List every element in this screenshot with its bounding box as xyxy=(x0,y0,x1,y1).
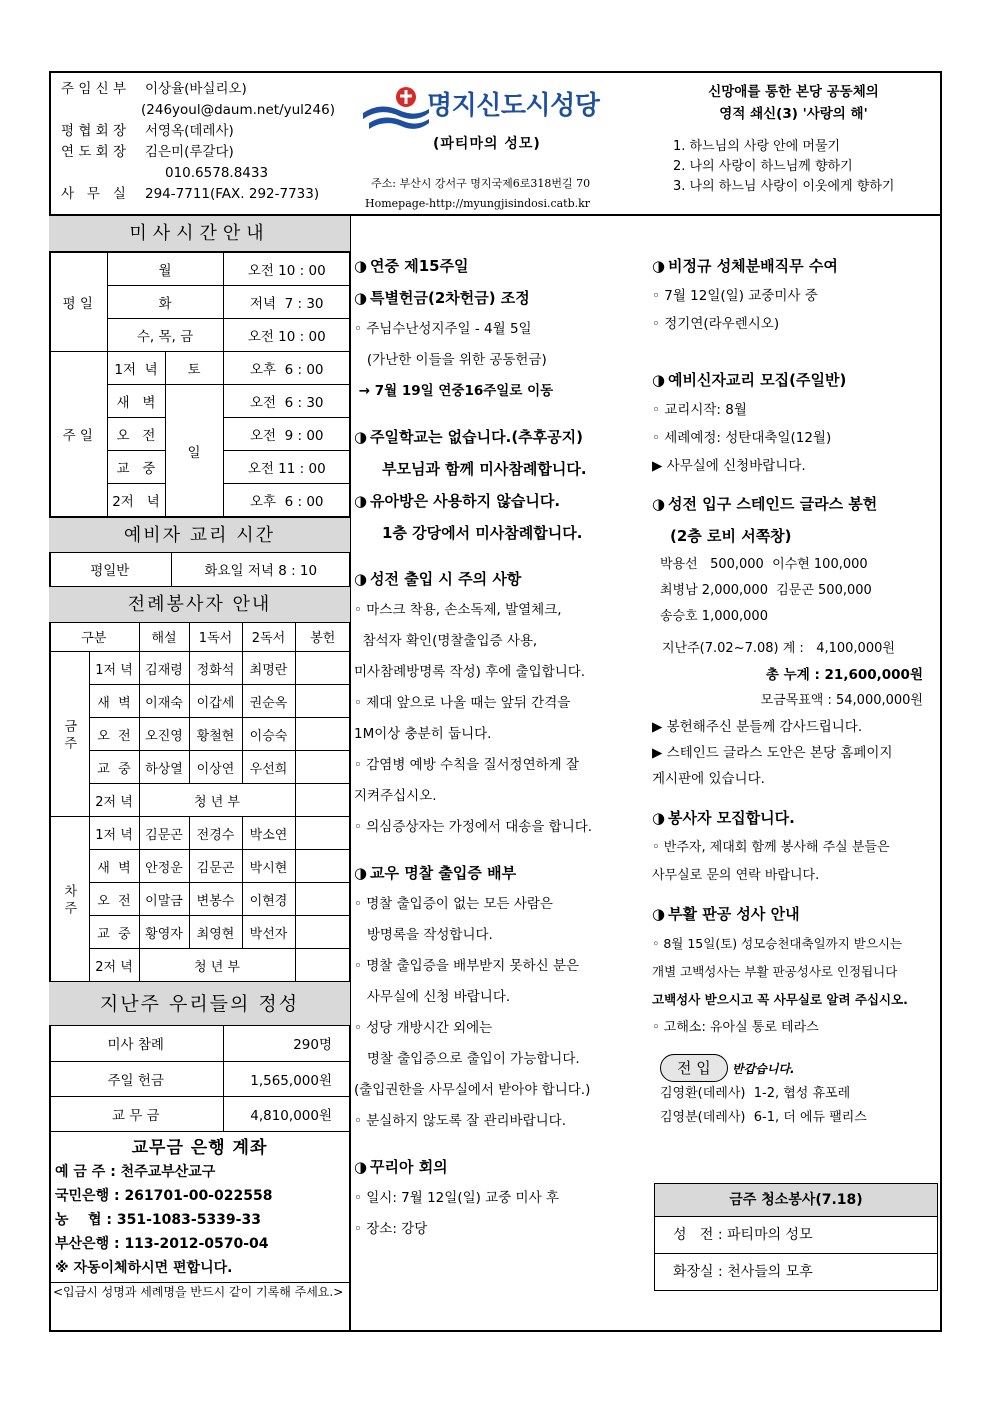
bank-accounts xyxy=(49,1132,350,1304)
theme-line-1: 신망애를 통한 본당 공동체의 xyxy=(708,84,879,100)
section-title: ◑ 꾸리아 회의 xyxy=(354,1151,644,1183)
commentator: 황영자 xyxy=(139,916,189,949)
mass-name: 오 전 xyxy=(89,883,139,916)
commentator: 김문곤 xyxy=(139,817,189,850)
second-reader: 권순옥 xyxy=(242,685,295,718)
text-line: 명찰 출입증으로 출입이 가능합니다. xyxy=(354,1051,580,1067)
mass-name: 2저 녁 xyxy=(107,484,165,517)
table-row xyxy=(49,652,350,685)
text-line: ◦ 마스크 착용, 손소독제, 발열체크, xyxy=(354,602,562,618)
half-circle-icon: ◑ xyxy=(652,809,666,827)
half-circle-icon: ◑ xyxy=(652,495,666,513)
mass-name: 2저 녁 xyxy=(89,784,139,817)
mass-name: 새 벽 xyxy=(89,685,139,718)
offering-table xyxy=(49,1026,350,1132)
autopay-note: ※ 자동이체하시면 편합니다. xyxy=(55,1259,233,1276)
goal-amount: 모금목표액 : 54,000,000원 xyxy=(760,693,923,708)
theme-item: 1. 하느님의 사랑 안에 머물기 xyxy=(673,139,841,154)
mass-day: 수, 목, 금 xyxy=(107,319,223,352)
table-row xyxy=(49,1026,350,1061)
offertory xyxy=(295,718,350,751)
mass-time: 오후 6 : 00 xyxy=(223,484,350,517)
section-title: ◑ 주일학교는 없습니다.(추후공지) xyxy=(354,421,644,453)
text-line: ▶ 사무실에 신청바랍니다. xyxy=(652,458,806,474)
text-line: ◦ 7월 12일(일) 교중미사 중 xyxy=(652,288,818,304)
mass-name: 교 중 xyxy=(107,451,165,484)
office-label: 사 무 실 xyxy=(61,186,126,202)
youth-label: 연 도 회 장 xyxy=(61,144,127,160)
church-address-block xyxy=(365,174,590,214)
mass-times-title: 미사시간안내 xyxy=(49,216,350,252)
offertory xyxy=(295,685,350,718)
theme-item: 2. 나의 사랑이 하느님께 향하기 xyxy=(673,159,853,174)
mass-time: 오전 10 : 00 xyxy=(223,319,350,352)
cleaning-row: 성 전 : 파티마의 성모 xyxy=(655,1217,937,1254)
half-circle-icon: ◑ xyxy=(354,428,368,446)
second-reader: 박선자 xyxy=(242,916,295,949)
bank-title: 교무금 은행 계좌 xyxy=(131,1137,268,1158)
offering-value: 4,810,000원 xyxy=(223,1096,350,1131)
left-column xyxy=(49,216,351,1304)
section-title: ◑ 특별헌금(2차헌금) 조정 xyxy=(354,282,644,314)
office-phone: 294-7711(FAX. 292-7733) xyxy=(145,186,320,202)
text-line: 사무실로 문의 연락 바랍니다. xyxy=(652,868,820,883)
text-line: ◦ 명찰 출입증이 없는 모든 사람은 xyxy=(354,896,553,912)
half-circle-icon: ◑ xyxy=(652,905,666,923)
text-line: 방명록을 작성합니다. xyxy=(354,927,493,943)
commentator: 안정운 xyxy=(139,850,189,883)
column-header: 1독서 xyxy=(189,623,242,652)
table-row xyxy=(49,784,350,817)
text-line: ◦ 세례예정: 성탄대축일(12월) xyxy=(652,430,832,446)
text-line: ◦ 성당 개방시간 외에는 xyxy=(354,1020,493,1036)
mass-name: 오 전 xyxy=(89,718,139,751)
newcomer: 김영분(데레사) 6-1, 더 에듀 팰리스 xyxy=(660,1110,867,1125)
table-row xyxy=(49,850,350,883)
cleaning-row: 화장실 : 천사들의 모후 xyxy=(673,1264,813,1280)
mass-name: 1저 녁 xyxy=(89,652,139,685)
text-line: ◦ 고해소: 유아실 통로 테라스 xyxy=(652,1020,819,1035)
church-name: 명지신도시성당 xyxy=(427,91,600,121)
deposit-note: <입금시 성명과 세례명을 반드시 같이 기록해 주세요.> xyxy=(49,1282,350,1300)
mass-day: 토 xyxy=(165,352,223,385)
first-reader: 정화석 xyxy=(189,652,242,685)
section-title: ◑ 비정규 성체분배직무 수여 xyxy=(652,250,937,282)
section-title: ◑ 교우 명찰 출입증 배부 xyxy=(354,857,644,889)
text-line: ◦ 장소: 강당 xyxy=(354,1221,428,1237)
table-row xyxy=(49,352,350,385)
half-circle-icon: ◑ xyxy=(354,570,368,588)
offering-value: 290명 xyxy=(223,1026,350,1061)
column-header: 봉헌 xyxy=(295,623,350,652)
mass-name: 오 전 xyxy=(107,418,165,451)
commentator: 오진영 xyxy=(139,718,189,751)
council-name: 서영옥(데레사) xyxy=(145,123,234,139)
mass-name: 교 중 xyxy=(89,751,139,784)
cleaning-box xyxy=(654,1183,938,1291)
text-line: ◦ 일시: 7월 12일(일) 교중 미사 후 xyxy=(354,1190,559,1206)
catechumen-title: 예비자 교리 시간 xyxy=(49,517,350,553)
mass-day: 월 xyxy=(107,253,223,286)
text-line: → 7월 19일 연중16주일로 이동 xyxy=(354,383,554,399)
text-line: ◦ 8월 15일(토) 성모승천대축일까지 받으시는 xyxy=(652,936,903,951)
ministry-table xyxy=(49,623,350,983)
table-row xyxy=(49,1096,350,1131)
text-line: (출입권한을 사무실에서 받아야 합니다.) xyxy=(354,1082,591,1098)
catechumen-time: 화요일 저녁 8 : 10 xyxy=(171,553,350,586)
donor-line: 최병남 2,000,000 김문곤 500,000 xyxy=(660,583,872,598)
commentator: 하상열 xyxy=(139,751,189,784)
text-line: 미사참례방명록 작성) 후에 출입합니다. xyxy=(354,664,586,680)
column-header: 구분 xyxy=(49,623,139,652)
mass-name: 교 중 xyxy=(89,916,139,949)
commentator: 김재령 xyxy=(139,652,189,685)
last-week-total: 지난주(7.02~7.08) 계 : 4,100,000원 xyxy=(662,641,895,656)
mass-time: 저녁 7 : 30 xyxy=(223,286,350,319)
table-row xyxy=(49,553,350,586)
staff-info xyxy=(61,79,351,205)
mass-time: 오전 10 : 00 xyxy=(223,253,350,286)
half-circle-icon: ◑ xyxy=(354,257,368,275)
offertory xyxy=(295,652,350,685)
first-reader: 황철현 xyxy=(189,718,242,751)
welcome-text: 반갑습니다. xyxy=(732,1062,795,1076)
first-reader: 전경수 xyxy=(189,817,242,850)
text-line: ▶ 스테인드 글라스 도안은 본당 홈페이지 xyxy=(652,745,893,761)
offering-title: 지난주 우리들의 정성 xyxy=(49,982,350,1026)
church-subtitle: (파티마의 성모) xyxy=(433,136,541,152)
commentator: 이말금 xyxy=(139,883,189,916)
ministry-title: 전례봉사자 안내 xyxy=(49,587,350,623)
church-emblem-icon xyxy=(361,83,431,133)
account-holder: 예 금 주 : 천주교부산교구 xyxy=(55,1163,216,1180)
sunday-label: 주 일 xyxy=(49,352,107,517)
offertory xyxy=(295,883,350,916)
donor-line: 박용선 500,000 이수현 100,000 xyxy=(660,557,868,572)
text-line: ◦ 주님수난성지주일 - 4월 5일 xyxy=(354,321,532,337)
first-reader: 최영현 xyxy=(189,916,242,949)
mass-name: 1저 녁 xyxy=(107,352,165,385)
theme-line-2: 영적 쇄신(3) '사랑의 해' xyxy=(719,106,868,122)
table-row xyxy=(49,1061,350,1096)
pastor-email: (246youl@daum.net/yul246) xyxy=(141,102,335,118)
text-line: 지켜주십시오. xyxy=(354,788,437,804)
half-circle-icon: ◑ xyxy=(652,371,666,389)
mass-name: 2저 녁 xyxy=(89,949,139,982)
text-line: 1M이상 충분히 둡니다. xyxy=(354,726,492,742)
mass-time: 오전 9 : 00 xyxy=(223,418,350,451)
section-title: ◑ 부활 판공 성사 안내 xyxy=(652,898,937,930)
section-subtitle: (2층 로비 서쪽창) xyxy=(670,527,792,545)
half-circle-icon: ◑ xyxy=(354,1158,368,1176)
table-row xyxy=(49,623,350,652)
first-reader: 김문곤 xyxy=(189,850,242,883)
church-address: 주소: 부산시 강서구 명지국제6로318번길 70 xyxy=(371,177,591,190)
text-line: 개별 고백성사는 부활 판공성사로 인정됩니다 xyxy=(652,964,898,979)
offertory xyxy=(295,751,350,784)
offering-label: 교 무 금 xyxy=(49,1096,223,1131)
second-reader: 최명란 xyxy=(242,652,295,685)
table-row xyxy=(49,685,350,718)
second-reader: 박시현 xyxy=(242,850,295,883)
table-row xyxy=(49,718,350,751)
newcomer: 김영환(데레사) 1-2, 협성 휴포레 xyxy=(660,1086,851,1101)
cleaning-title: 금주 청소봉사(7.18) xyxy=(655,1184,937,1217)
pastor-name: 이상율(바실리오) xyxy=(145,81,247,97)
half-circle-icon: ◑ xyxy=(354,289,368,307)
column-header: 2독서 xyxy=(242,623,295,652)
second-reader: 이승숙 xyxy=(242,718,295,751)
right-column xyxy=(652,250,937,1130)
table-row xyxy=(49,916,350,949)
commentator: 이재숙 xyxy=(139,685,189,718)
section-subtitle: 1층 강당에서 미사참례합니다. xyxy=(382,524,583,542)
section-title: ◑ 유아방은 사용하지 않습니다. xyxy=(354,485,644,517)
second-reader: 박소연 xyxy=(242,817,295,850)
youth-group: 청 년 부 xyxy=(139,784,295,817)
text-line: 참석자 확인(명찰출입증 사용, xyxy=(354,633,538,649)
second-reader: 우선희 xyxy=(242,751,295,784)
offering-label: 주일 헌금 xyxy=(49,1061,223,1096)
youth-phone: 010.6578.8433 xyxy=(165,165,269,181)
mass-time: 오전 11 : 00 xyxy=(223,451,350,484)
offering-label: 미사 참례 xyxy=(49,1026,223,1061)
mass-name: 새 벽 xyxy=(107,385,165,418)
table-row xyxy=(49,949,350,982)
youth-group: 청 년 부 xyxy=(139,949,295,982)
middle-column xyxy=(354,250,644,1245)
section-title: ◑ 봉사자 모집합니다. xyxy=(652,802,937,834)
mass-name: 1저 녁 xyxy=(89,817,139,850)
header xyxy=(49,71,942,216)
section-title: ◑ 연중 제15주일 xyxy=(354,250,644,282)
account-kookmin: 국민은행 : 261701-00-022558 xyxy=(55,1187,273,1204)
table-row xyxy=(49,253,350,286)
first-reader: 이상연 xyxy=(189,751,242,784)
text-line: ◦ 감염병 예방 수칙을 질서정연하게 잘 xyxy=(354,757,580,773)
next-week-label: 차 주 xyxy=(49,817,89,982)
section-title: ◑ 성전 입구 스테인드 글라스 봉헌 xyxy=(652,488,937,520)
table-row xyxy=(49,751,350,784)
section-subtitle: 부모님과 함께 미사참례합니다. xyxy=(382,460,587,478)
text-line: ◦ 제대 앞으로 나올 때는 앞뒤 간격을 xyxy=(354,695,571,711)
theme-list xyxy=(673,137,936,197)
text-line: 고백성사 받으시고 꼭 사무실로 알려 주십시오. xyxy=(652,992,908,1007)
this-week-label: 금 주 xyxy=(49,652,89,817)
offering-value: 1,565,000원 xyxy=(223,1061,350,1096)
mass-day: 화 xyxy=(107,286,223,319)
text-line: ◦ 분실하지 않도록 잘 관리바랍니다. xyxy=(354,1113,566,1129)
welcome-badge: 전 입 xyxy=(660,1054,728,1082)
catechumen-class: 평일반 xyxy=(49,553,171,586)
annual-theme xyxy=(651,81,936,197)
text-line: ◦ 반주자, 제대회 함께 봉사해 주실 분들은 xyxy=(652,840,890,855)
weekday-label: 평 일 xyxy=(49,253,107,352)
welcome-header xyxy=(652,1054,937,1082)
half-circle-icon: ◑ xyxy=(354,864,368,882)
mass-time: 오후 6 : 00 xyxy=(223,352,350,385)
mass-day: 일 xyxy=(165,385,223,517)
theme-item: 3. 나의 하느님 사랑이 이웃에게 향하기 xyxy=(673,179,895,194)
second-reader: 이현경 xyxy=(242,883,295,916)
text-line: ◦ 의심증상자는 가정에서 대송을 합니다. xyxy=(354,819,593,835)
account-busan: 부산은행 : 113-2012-0570-04 xyxy=(55,1235,269,1252)
text-line: (가난한 이들을 위한 공동헌금) xyxy=(354,352,547,368)
text-line: ◦ 정기연(라우렌시오) xyxy=(652,316,780,332)
column-header: 해설 xyxy=(139,623,189,652)
catechumen-table xyxy=(49,553,350,587)
offertory xyxy=(295,850,350,883)
offertory xyxy=(295,949,350,982)
text-line: ◦ 교리시작: 8월 xyxy=(652,402,747,418)
cumulative-total: 총 누계 : 21,600,000원 xyxy=(765,667,923,683)
donor-line: 송승호 1,000,000 xyxy=(660,609,768,624)
account-nonghyup: 농 협 : 351-1083-5339-33 xyxy=(55,1211,261,1228)
offertory xyxy=(295,784,350,817)
text-line: 사무실에 신청 바랍니다. xyxy=(354,989,511,1005)
half-circle-icon: ◑ xyxy=(354,492,368,510)
first-reader: 이갑세 xyxy=(189,685,242,718)
text-line: ▶ 봉헌해주신 분들께 감사드립니다. xyxy=(652,719,863,735)
table-row xyxy=(49,817,350,850)
half-circle-icon: ◑ xyxy=(652,257,666,275)
mass-time: 오전 6 : 30 xyxy=(223,385,350,418)
mass-times-table xyxy=(49,252,350,517)
text-line: ◦ 명찰 출입증을 배부받지 못하신 분은 xyxy=(354,958,580,974)
youth-name: 김은미(루갈다) xyxy=(145,144,234,160)
council-label: 평 협 회 장 xyxy=(61,123,127,139)
pastor-label: 주 임 신 부 xyxy=(61,81,127,97)
mass-name: 새 벽 xyxy=(89,850,139,883)
church-homepage-link[interactable]: Homepage-http://myungjisindosi.catb.kr xyxy=(365,197,591,210)
first-reader: 변봉수 xyxy=(189,883,242,916)
text-line: 게시판에 있습니다. xyxy=(652,771,765,787)
offertory xyxy=(295,817,350,850)
section-title: ◑ 예비신자교리 모집(주일반) xyxy=(652,364,937,396)
section-title: ◑ 성전 출입 시 주의 사항 xyxy=(354,563,644,595)
table-row xyxy=(49,883,350,916)
offertory xyxy=(295,916,350,949)
